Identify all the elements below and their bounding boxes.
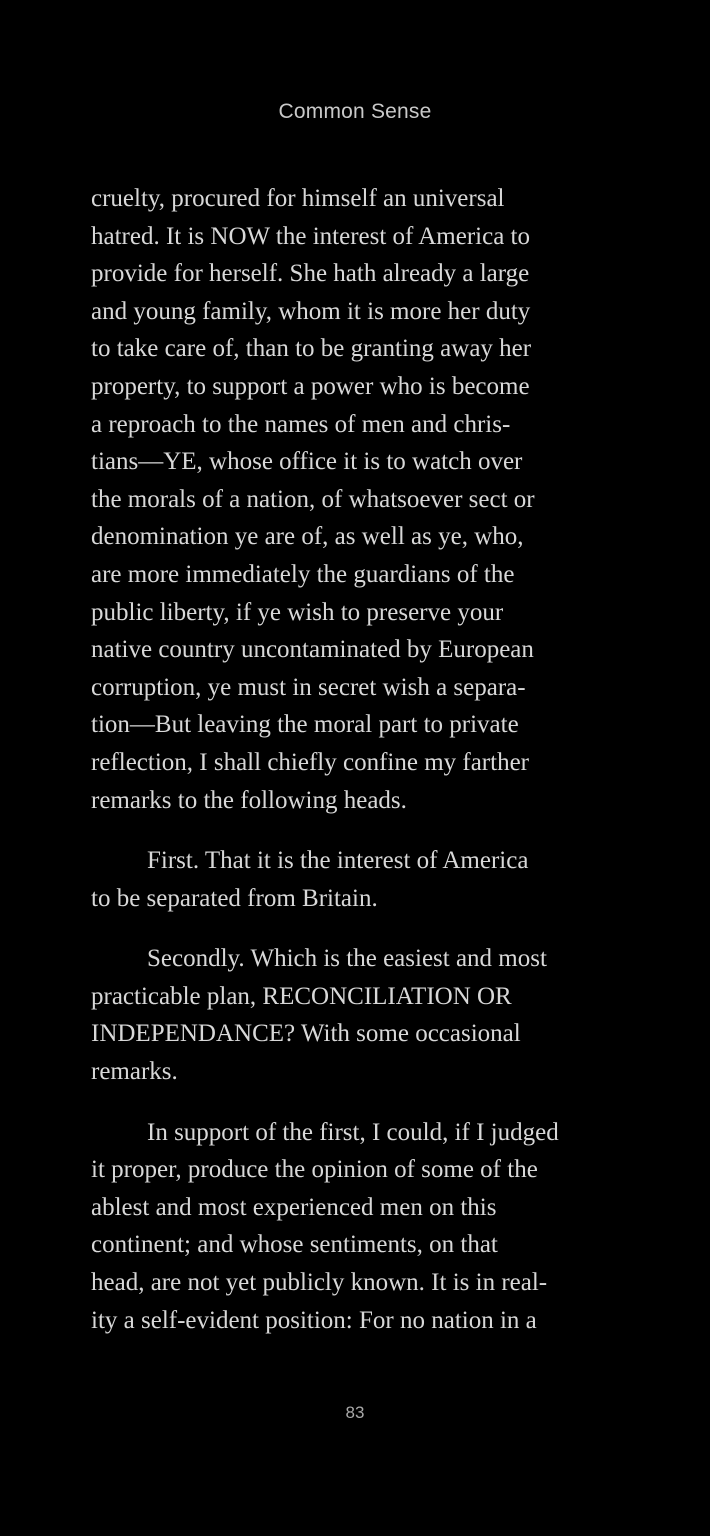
text-line: ity a self-evident position: For no nation in a [91, 1306, 537, 1334]
text-line: ablest and most experienced men on this [91, 1193, 497, 1221]
text-line: it proper, produce the opinion of some of the [91, 1156, 538, 1184]
text-line: public liberty, if ye wish to preserve your [91, 598, 504, 626]
page-number: 83 [345, 1403, 365, 1422]
text-line: denomination ye are of, as well as ye, who, [91, 523, 524, 551]
text-line: are more immediately the guardians of the [91, 560, 515, 588]
text-line: remarks. [91, 1058, 178, 1086]
text-line: to be separated from Britain. [91, 884, 378, 912]
text-line: tians—YE, whose office it is to watch over [91, 448, 523, 476]
text-line: corruption, ye must in secret wish a separa- [91, 673, 526, 701]
text-line: tion—But leaving the moral part to private [91, 711, 519, 739]
paragraph-gap [91, 1091, 651, 1114]
text-line: hatred. It is NOW the interest of America to [91, 222, 530, 250]
text-line: native country uncontaminated by European [91, 636, 534, 664]
text-line: Secondly. Which is the easiest and most [147, 945, 547, 973]
text-line: INDEPENDANCE? With some occasional [91, 1020, 521, 1048]
text-line: the morals of a nation, of whatsoever sect or [91, 485, 535, 513]
text-line: a reproach to the names of men and chris- [91, 410, 511, 438]
text-line: head, are not yet publicly known. It is in real- [91, 1269, 548, 1297]
page-body-text [91, 180, 651, 1339]
text-line: reflection, I shall chiefly confine my farther [91, 748, 530, 776]
text-line: In support of the first, I could, if I judged [147, 1118, 559, 1146]
paragraph-gap [91, 819, 651, 842]
text-line: property, to support a power who is become [91, 372, 530, 400]
text-line: First. That it is the interest of America [147, 847, 529, 875]
text-line: and young family, whom it is more her duty [91, 297, 531, 325]
text-line: cruelty, procured for himself an universal [91, 185, 505, 212]
paragraph-gap [91, 917, 651, 940]
text-line: continent; and whose sentiments, on that [91, 1231, 498, 1259]
text-line: to take care of, than to be granting away her [91, 335, 532, 363]
text-line: remarks to the following heads. [91, 786, 407, 814]
text-line: provide for herself. She hath already a large [91, 260, 530, 288]
text-line: practicable plan, RECONCILIATION OR [91, 982, 512, 1010]
book-title: Common Sense [278, 100, 432, 123]
